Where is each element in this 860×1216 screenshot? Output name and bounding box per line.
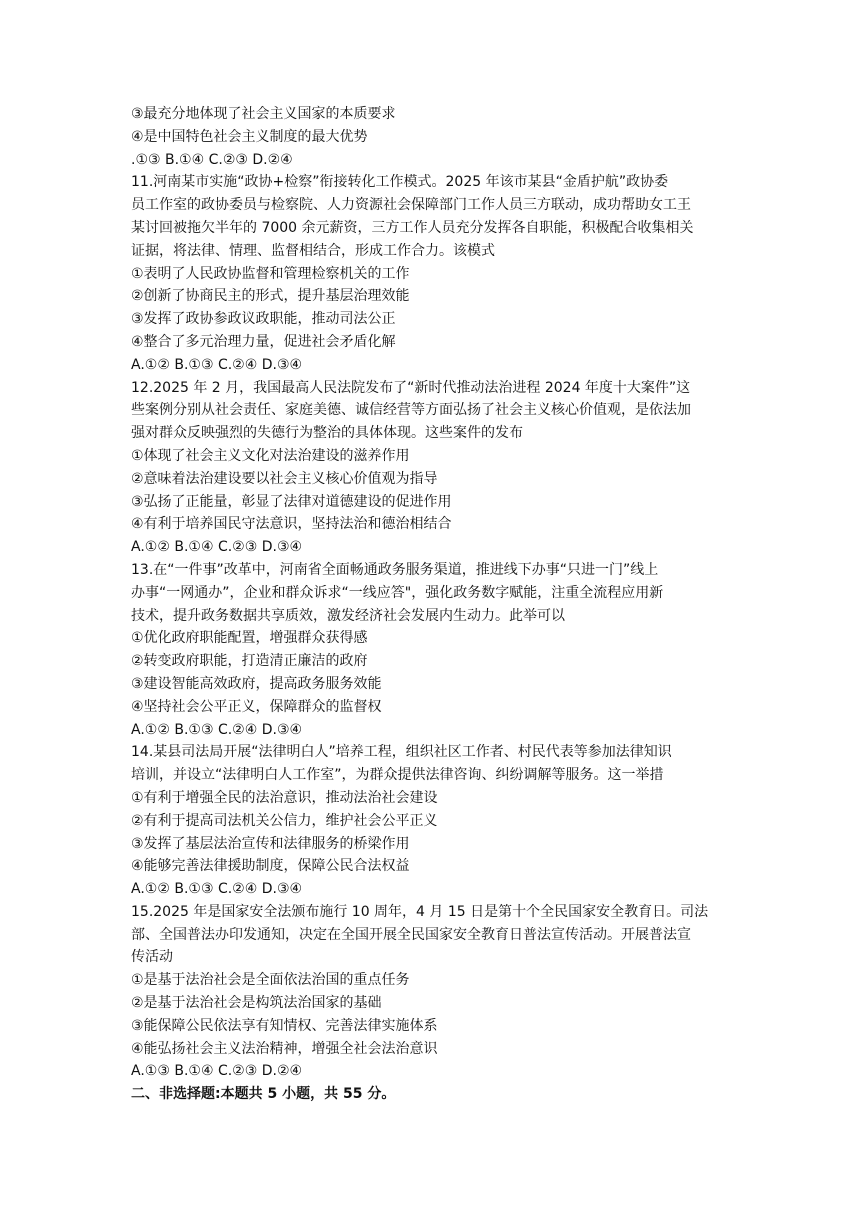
text-line: 培训，并设立“法律明白人工作室”，为群众提供法律咨询、纠纷调解等服务。这一举措 [131,767,664,784]
section-title: 二、非选择题:本题共 5 小题，共 55 分。 [131,1086,396,1103]
document-page [131,103,731,1106]
text-line: 11.河南某市实施“政协+检察”衔接转化工作模式。2025 年该市某县“金盾护航”政协委 [131,174,669,191]
text-line: A.①② B.①③ C.②④ D.③④ [131,721,303,738]
text-line: A.①② B.①③ C.②④ D.③④ [131,881,303,898]
text-line: ③能保障公民依法享有知情权、完善法律实施体系 [131,1017,438,1034]
text-line: 强对群众反映强烈的失德行为整治的具体体现。这些案件的发布 [131,425,523,442]
text-line: ③发挥了基层法治宣传和法律服务的桥梁作用 [131,835,410,852]
text-line: 部、全国普法办印发通知，决定在全国开展全民国家安全教育日普法宣传活动。开展普法宣 [131,926,691,943]
text-line: ②有利于提高司法机关公信力，维护社会公平正义 [131,812,438,829]
text-line: ④整合了多元治理力量，促进社会矛盾化解 [131,333,396,350]
text-line: ④能弘扬社会主义法治精神，增强全社会法治意识 [131,1040,438,1057]
text-line: ①有利于增强全民的法治意识，推动法治社会建设 [131,789,438,806]
text-line: 13.在“一件事”改革中，河南省全面畅通政务服务渠道，推进线下办事“只进一门”线上 [131,561,659,578]
text-line: 证据，将法律、情理、监督相结合，形成工作合力。该模式 [131,242,495,259]
text-line: A.①② B.①④ C.②③ D.③④ [131,539,303,556]
text-line: ④能够完善法律援助制度，保障公民合法权益 [131,858,410,875]
text-line: ③发挥了政协参政议政职能，推动司法公正 [131,311,396,328]
text-line: 15.2025 年是国家安全法颁布施行 10 周年，4 月 15 日是第十个全民国家安全教育日。司法 [131,903,709,920]
text-line: 技术，提升政务数据共享质效，激发经济社会发展内生动力。此举可以 [131,607,565,624]
text-line: .①③ B.①④ C.②③ D.②④ [131,151,293,168]
text-line: ①优化政府职能配置，增强群众获得感 [131,630,368,647]
text-line: ④坚持社会公平正义，保障群众的监督权 [131,698,382,715]
text-line: ③最充分地体现了社会主义国家的本质要求 [131,106,396,122]
text-line: ①体现了社会主义文化对法治建设的滋养作用 [131,447,410,464]
text-line: 某讨回被拖欠半年的 7000 余元薪资，三方工作人员充分发挥各自职能，积极配合收集相关 [131,219,694,236]
text-line: A.①③ B.①④ C.②③ D.②④ [131,1063,303,1080]
text-line: 些案例分别从社会责任、家庭美德、诚信经营等方面弘扬了社会主义核心价值观，是依法加 [131,402,691,419]
text-line: ②创新了协商民主的形式，提升基层治理效能 [131,288,410,305]
text-line: 办事“一网通办”，企业和群众诉求“一线应答"，强化政务数字赋能，注重全流程应用新 [131,584,664,601]
text-line: ④是中国特色社会主义制度的最大优势 [131,128,368,145]
text-line: ②是基于法治社会是构筑法治国家的基础 [131,995,382,1012]
text-line: ①是基于法治社会是全面依法治国的重点任务 [131,972,410,989]
question-text [131,103,731,1083]
text-line: ①表明了人民政协监督和管理检察机关的工作 [131,265,410,282]
text-line: 12.2025 年 2 月，我国最高人民法院发布了“新时代推动法治进程 2024 年度十大案件”这 [131,379,691,396]
text-line: ④有利于培养国民守法意识，坚持法治和德治相结合 [131,516,452,533]
text-line: ②意味着法治建设要以社会主义核心价值观为指导 [131,470,438,487]
text-line: 传活动 [131,949,173,966]
text-line: ③建设智能高效政府，提高政务服务效能 [131,675,382,692]
text-line: ③弘扬了正能量，彰显了法律对道德建设的促进作用 [131,493,452,510]
text-line: A.①② B.①③ C.②④ D.③④ [131,356,303,373]
text-line: 员工作室的政协委员与检察院、人力资源社会保障部门工作人员三方联动，成功帮助女工王 [131,197,691,214]
text-line: ②转变政府职能，打造清正廉洁的政府 [131,653,368,670]
text-line: 14.某县司法局开展“法律明白人”培养工程，组织社区工作者、村民代表等参加法律知识 [131,744,672,761]
